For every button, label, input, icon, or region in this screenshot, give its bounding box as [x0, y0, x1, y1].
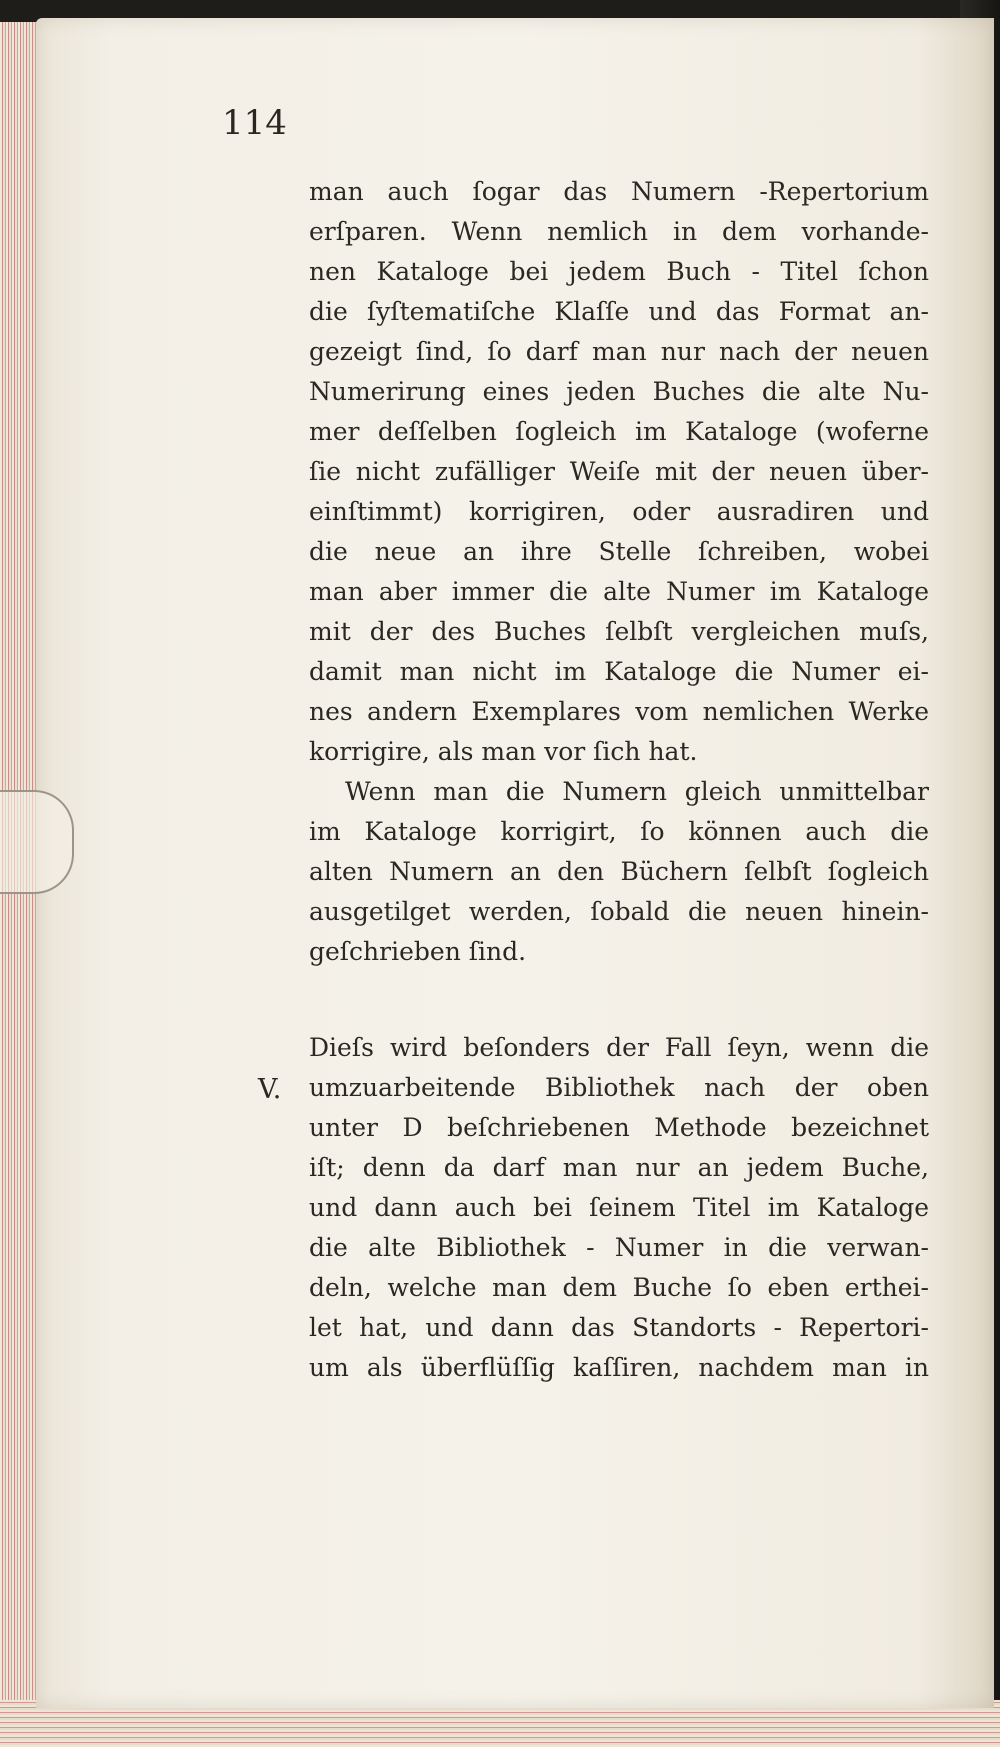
- text-line: ſie nicht zufälliger Weiſe mit der neuen über-: [309, 457, 929, 486]
- text-line: und dann auch bei ſeinem Titel im Kataloge: [309, 1193, 929, 1222]
- text-line: umzuarbeitende Bibliothek nach der oben: [309, 1073, 929, 1102]
- page-number: 114: [222, 103, 287, 143]
- text-line: deln, welche man dem Buche ſo eben erthei-: [309, 1273, 929, 1302]
- text-line: erſparen. Wenn nemlich in dem vorhande-: [309, 217, 929, 246]
- text-line: die neue an ihre Stelle ſchreiben, wobei: [309, 537, 929, 566]
- text-line: korrigire, als man vor ſich hat.: [309, 737, 698, 766]
- text-line: Dieſs wird beſonders der Fall ſeyn, wenn die: [309, 1033, 929, 1062]
- text-line: Wenn man die Numern gleich unmittelbar: [345, 777, 929, 806]
- text-line: im Kataloge korrigirt, ſo können auch die: [309, 817, 929, 846]
- text-line: Numerirung eines jeden Buches die alte Nu-: [309, 377, 929, 406]
- paragraph-gap: [309, 972, 929, 1028]
- text-line: nes andern Exemplares vom nemlichen Werke: [309, 697, 929, 726]
- paragraph-1: [309, 172, 929, 772]
- text-line: nen Kataloge bei jedem Buch - Titel ſchon: [309, 257, 929, 286]
- text-line: einſtimmt) korrigiren, oder ausradiren und: [309, 497, 929, 526]
- bookmark-tab: [0, 790, 74, 894]
- text-line: gezeigt ſind, ſo darf man nur nach der neuen: [309, 337, 929, 366]
- text-line: man auch ſogar das Numern -Repertorium: [309, 177, 929, 206]
- text-line: die ſyſtematiſche Klaſſe und das Format an-: [309, 297, 929, 326]
- text-line: damit man nicht im Kataloge die Numer ei-: [309, 657, 929, 686]
- text-line: unter D beſchriebenen Methode bezeichnet: [309, 1113, 929, 1142]
- text-line: um als überflüſſig kaſſiren, nachdem man in: [309, 1353, 929, 1382]
- text-line: die alte Bibliothek - Numer in die verwan-: [309, 1233, 929, 1262]
- text-line: mit der des Buches ſelbſt vergleichen muſs,: [309, 617, 929, 646]
- section-marker: V.: [258, 1074, 282, 1105]
- text-line: alten Numern an den Büchern ſelbſt ſogleich: [309, 857, 929, 886]
- text-line: man aber immer die alte Numer im Kataloge: [309, 577, 929, 606]
- text-line: let hat, und dann das Standorts - Repertori-: [309, 1313, 929, 1342]
- text-line: geſchrieben ſind.: [309, 937, 527, 966]
- paragraph-2: [309, 772, 929, 972]
- text-line: iſt; denn da darf man nur an jedem Buche,: [309, 1153, 929, 1182]
- text-line: mer deſſelben ſogleich im Kataloge (woferne: [309, 417, 929, 446]
- text-line: ausgetilget werden, ſobald die neuen hinein-: [309, 897, 929, 926]
- body-text: [309, 172, 929, 1388]
- paragraph-3: [309, 1028, 929, 1388]
